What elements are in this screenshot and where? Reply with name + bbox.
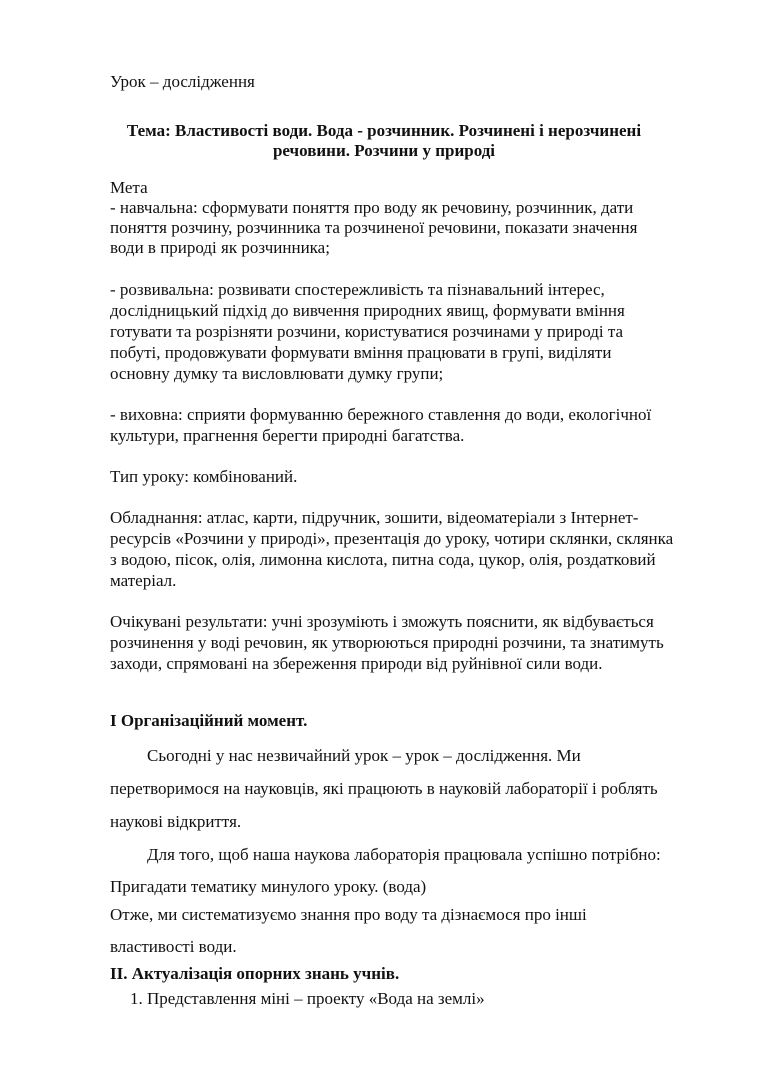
section1-heading: І Організаційний момент. [110,711,308,730]
goal-developmental-line: побуті, продовжувати формувати вміння працювати в групі, виділяти [110,343,612,362]
section1-text-line: наукові відкриття. [110,812,242,831]
topic-line-1: Тема: Властивості води. Вода - розчинник. Розчинені і нерозчинені [126,121,642,140]
goal-upbringing-line: культури, прагнення берегти природні багатства. [110,426,465,445]
topic-line-2: речовини. Розчини у природі [272,141,496,160]
goal-heading: Мета [110,178,148,197]
goal-developmental-line: - розвивальна: розвивати спостережливість та пізнавальний інтерес, [110,280,605,299]
equipment-line: з водою, пісок, олія, лимонна кислота, питна сода, цукор, олія, роздатковий [110,550,656,569]
goal-educational-line: - навчальна: сформувати поняття про воду як речовину, розчинник, дати [110,198,634,217]
goal-educational-line: поняття розчину, розчинника та розчиненої речовини, показати значення [110,218,638,237]
goal-developmental-line: дослідницький підхід до вивчення природних явищ, формувати вміння [110,301,625,320]
section1-text-line: перетворимося на науковців, які працюють в науковій лабораторії і роблять [110,779,658,798]
expected-results-line: розчинення у воді речовин, як утворюються природні розчини, та знатимуть [110,633,664,652]
section1-text-line: Пригадати тематику минулого уроку. (вода) [110,877,427,896]
goal-upbringing-line: - виховна: сприяти формуванню бережного ставлення до води, екологічної [110,405,652,424]
equipment-line: ресурсів «Розчини у природі», презентація до уроку, чотири склянки, склянка [110,529,674,548]
goal-developmental-line: основну думку та висловлювати думку групи; [110,364,444,383]
section1-text-line: Отже, ми систематизуємо знання про воду та дізнаємося про інші [110,905,587,924]
expected-results-line: заходи, спрямовані на збереження природи від руйнівної сили води. [110,654,603,673]
equipment-line: матеріал. [110,571,177,590]
section1-text-line: Сьогодні у нас незвичайний урок – урок – дослідження. Ми [147,746,581,765]
equipment-line: Обладнання: атлас, карти, підручник, зошити, відеоматеріали з Інтернет- [110,508,639,527]
goal-developmental-line: готувати та розрізняти розчини, користуватися розчинами у природі та [110,322,624,341]
section2-heading: ІІ. Актуалізація опорних знань учнів. [110,964,400,983]
section2-list-item: 1. Представлення міні – проекту «Вода на землі» [130,989,485,1008]
lesson-type: Тип уроку: комбінований. [110,467,298,486]
expected-results-line: Очікувані результати: учні зрозуміють і зможуть пояснити, як відбувається [110,612,654,631]
section1-text-line: властивості води. [110,937,237,956]
document-header: Урок – дослідження [110,72,255,91]
goal-educational-line: води в природі як розчинника; [110,238,330,257]
section1-text-line: Для того, щоб наша наукова лабораторія працювала успішно потрібно: [147,845,661,864]
